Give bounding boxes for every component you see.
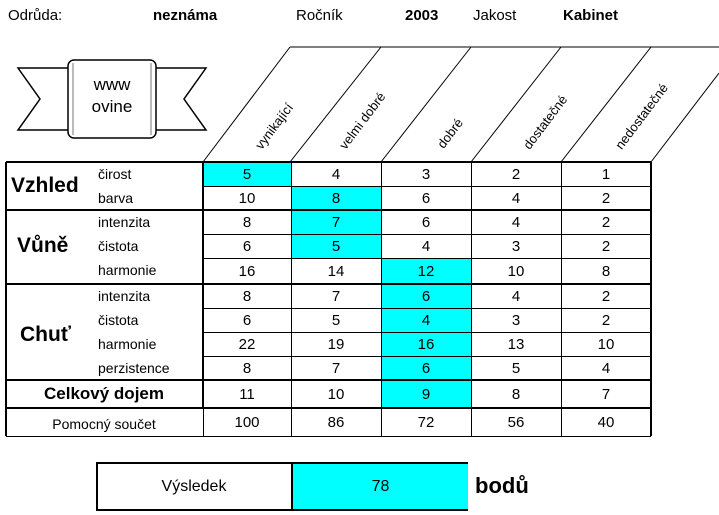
score-cell-excellent[interactable]: 8 <box>242 213 252 231</box>
quality-label: Jakost <box>473 7 517 24</box>
grid-line <box>6 209 651 211</box>
score-cell-excellent[interactable]: 22 <box>238 335 256 353</box>
subtotal-label: Pomocný součet <box>52 416 156 432</box>
score-cell-insufficient[interactable]: 10 <box>597 335 615 353</box>
score-cell-good[interactable]: 6 <box>421 213 431 231</box>
result-unit: bodů <box>475 473 529 498</box>
col-header-excellent: vynikající <box>252 100 297 153</box>
grid-line <box>561 162 562 436</box>
score-cell-very-good[interactable]: 5 <box>331 311 341 329</box>
score-cell-excellent[interactable]: 16 <box>238 262 256 280</box>
score-cell-sufficient[interactable]: 10 <box>507 262 525 280</box>
score-cell-sufficient[interactable]: 5 <box>511 359 521 377</box>
result-value: 78 <box>291 464 468 509</box>
score-cell-insufficient[interactable]: 2 <box>601 189 611 207</box>
grid-line <box>5 162 7 436</box>
grid-line <box>291 162 292 436</box>
score-cell-very-good[interactable]: 8 <box>291 186 381 210</box>
row-label-clarity: čirost <box>98 166 132 182</box>
grid-line <box>203 234 651 235</box>
score-cell-good[interactable]: 6 <box>381 356 471 380</box>
score-cell-insufficient[interactable]: 2 <box>601 213 611 231</box>
score-cell-sufficient[interactable]: 13 <box>507 335 525 353</box>
subtotal-cell-excellent: 100 <box>234 413 260 431</box>
row-label-aroma-purity: čistota <box>98 238 139 254</box>
score-cell-good[interactable]: 9 <box>381 380 471 408</box>
grid-line <box>203 258 651 259</box>
grid-line <box>6 283 651 285</box>
subtotal-cell-sufficient: 56 <box>507 413 525 431</box>
score-cell-excellent[interactable]: 8 <box>242 287 252 305</box>
score-cell-good[interactable]: 6 <box>421 189 431 207</box>
variety-value: neznáma <box>153 7 218 24</box>
row-label-color: barva <box>98 190 134 206</box>
grid-line <box>6 436 651 437</box>
category-overall: Celkový dojem <box>44 384 164 403</box>
col-header-insufficient: nedostatečné <box>612 80 671 153</box>
row-label-taste-intensity: intenzita <box>98 288 151 304</box>
row-label-aroma-intensity: intenzita <box>98 214 151 230</box>
grid-line <box>381 162 382 436</box>
grid-line <box>6 161 651 163</box>
score-cell-excellent[interactable]: 8 <box>242 359 252 377</box>
score-cell-excellent[interactable]: 6 <box>242 311 252 329</box>
score-cell-sufficient[interactable]: 4 <box>511 213 521 231</box>
score-cell-sufficient[interactable]: 4 <box>511 189 521 207</box>
row-label-taste-purity: čistota <box>98 312 139 328</box>
score-cell-good[interactable]: 4 <box>381 308 471 332</box>
variety-label: Odrůda: <box>8 7 63 24</box>
score-cell-sufficient[interactable]: 4 <box>511 287 521 305</box>
grid-line <box>202 162 204 408</box>
grid-line <box>650 162 652 436</box>
score-cell-good[interactable]: 4 <box>421 237 431 255</box>
score-cell-excellent[interactable]: 5 <box>203 162 291 186</box>
grid-line <box>203 408 204 436</box>
grid-line <box>6 407 651 409</box>
vintage-label: Ročník <box>296 7 343 24</box>
row-label-persistence: perzistence <box>98 360 170 376</box>
score-cell-excellent[interactable]: 10 <box>238 189 256 207</box>
score-cell-sufficient[interactable]: 3 <box>511 311 521 329</box>
score-cell-insufficient[interactable]: 7 <box>601 385 611 403</box>
col-header-very-good: velmi dobré <box>336 89 389 153</box>
quality-value: Kabinet <box>563 7 619 24</box>
score-cell-good[interactable]: 16 <box>381 332 471 356</box>
subtotal-cell-good: 72 <box>417 413 435 431</box>
row-label-aroma-harmony: harmonie <box>98 262 157 278</box>
result-label: Výsledek <box>161 477 227 495</box>
score-cell-insufficient[interactable]: 2 <box>601 237 611 255</box>
logo-line-1: www <box>93 75 131 94</box>
score-cell-very-good[interactable]: 4 <box>331 165 341 183</box>
score-cell-sufficient[interactable]: 8 <box>511 385 521 403</box>
score-cell-insufficient[interactable]: 2 <box>601 287 611 305</box>
grid-line <box>203 308 651 309</box>
score-cell-very-good[interactable]: 19 <box>327 335 345 353</box>
score-cell-very-good[interactable]: 10 <box>327 385 345 403</box>
score-cell-good[interactable]: 6 <box>381 284 471 308</box>
grid-line <box>203 332 651 333</box>
subtotal-cell-very-good: 86 <box>327 413 345 431</box>
category-taste: Chuť <box>20 323 71 346</box>
category-appearance: Vzhled <box>11 174 79 197</box>
score-cell-good[interactable]: 12 <box>381 258 471 284</box>
grid-line <box>203 356 651 357</box>
score-cell-very-good[interactable]: 14 <box>327 262 345 280</box>
score-cell-good[interactable]: 3 <box>421 165 431 183</box>
score-cell-insufficient[interactable]: 2 <box>601 311 611 329</box>
score-cell-excellent[interactable]: 11 <box>239 385 255 403</box>
col-header-good: dobré <box>434 115 466 152</box>
logo-line-2: ovine <box>91 97 133 116</box>
subtotal-cell-insufficient: 40 <box>597 413 615 431</box>
col-header-sufficient: dostatečné <box>520 92 571 153</box>
score-cell-very-good[interactable]: 7 <box>291 210 381 234</box>
score-cell-insufficient[interactable]: 1 <box>601 165 611 183</box>
score-cell-sufficient[interactable]: 2 <box>511 165 521 183</box>
score-cell-sufficient[interactable]: 3 <box>511 237 521 255</box>
grid-line <box>203 186 651 187</box>
score-cell-insufficient[interactable]: 8 <box>601 262 611 280</box>
grid-line <box>6 379 651 381</box>
grid-line <box>471 162 472 436</box>
score-cell-very-good[interactable]: 7 <box>331 359 341 377</box>
row-label-taste-harmony: harmonie <box>98 336 157 352</box>
score-cell-insufficient[interactable]: 4 <box>601 359 611 377</box>
score-cell-very-good[interactable]: 5 <box>291 234 381 258</box>
vintage-value: 2003 <box>405 7 439 24</box>
score-cell-excellent[interactable]: 6 <box>242 237 252 255</box>
category-aroma: Vůně <box>17 234 69 257</box>
score-cell-very-good[interactable]: 7 <box>331 287 341 305</box>
